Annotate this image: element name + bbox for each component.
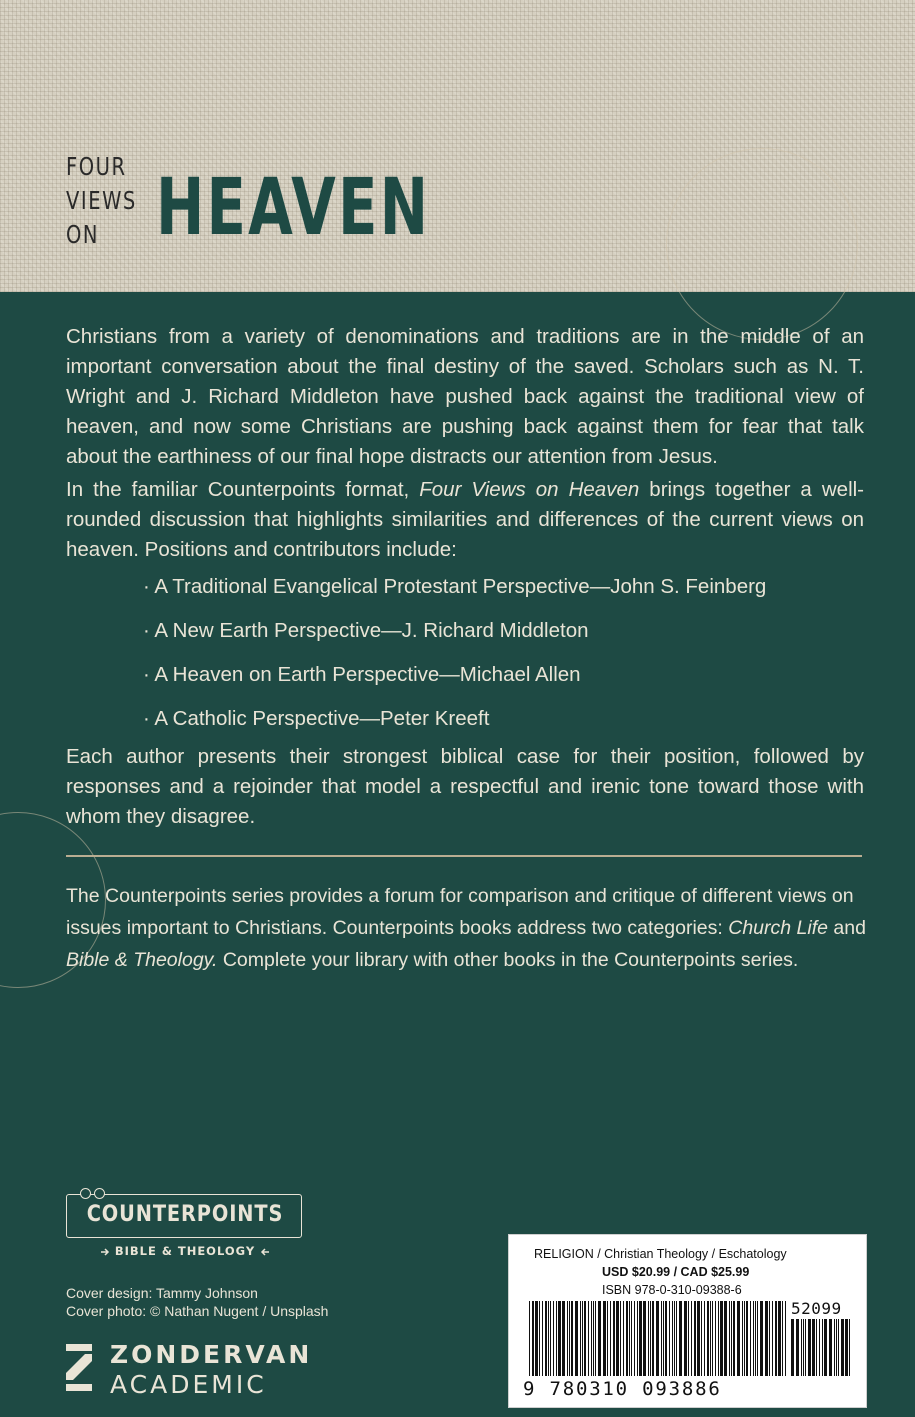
barcode-bar <box>535 1301 538 1376</box>
barcode-bar <box>775 1301 777 1376</box>
barcode-bar <box>729 1301 730 1376</box>
barcode-bar <box>613 1301 615 1376</box>
decorative-circle-top <box>666 148 858 340</box>
cover-photo-credit: Cover photo: © Nathan Nugent / Unsplash <box>66 1303 329 1319</box>
book-title-italic: Four Views on Heaven <box>419 478 640 501</box>
barcode-bar <box>631 1301 632 1376</box>
bisac-category: RELIGION / Christian Theology / Eschatology <box>534 1247 787 1261</box>
barcode-bar <box>567 1301 568 1376</box>
barcode-bar <box>656 1301 659 1376</box>
barcode-bar <box>750 1301 751 1376</box>
barcode-bar <box>720 1301 723 1376</box>
barcode-bar <box>769 1301 770 1376</box>
barcode-bar <box>760 1301 763 1376</box>
barcode-bar <box>556 1301 557 1376</box>
barcode-bar <box>648 1301 649 1376</box>
barcode-bar <box>819 1319 820 1376</box>
barcode-bar <box>838 1319 839 1376</box>
barcode-bar <box>562 1301 565 1376</box>
barcode-bar <box>834 1319 835 1376</box>
barcode-bar <box>623 1301 624 1376</box>
title-prefix-line-2: VIEWS <box>66 186 137 215</box>
zondervan-z-icon <box>66 1344 92 1396</box>
category-church-life: Church Life <box>728 917 828 939</box>
barcode-bar <box>753 1301 754 1376</box>
cover-credits <box>66 1284 328 1320</box>
arrow-left-icon <box>260 1247 270 1257</box>
barcode-bar <box>688 1301 689 1376</box>
barcode-bar <box>755 1301 756 1376</box>
barcode-bar <box>539 1301 540 1376</box>
logo-dot-icon <box>80 1188 91 1199</box>
barcode-bar <box>836 1319 837 1376</box>
barcode-bar <box>737 1301 740 1376</box>
barcode-bar <box>672 1301 673 1376</box>
barcode-bar <box>610 1301 611 1376</box>
price-supplement-number: 52099 <box>791 1299 842 1318</box>
barcode-bar <box>637 1301 638 1376</box>
section-divider <box>66 855 862 857</box>
barcode-bar <box>674 1301 675 1376</box>
barcode-bar <box>569 1301 570 1376</box>
barcode-bar <box>707 1301 709 1376</box>
barcode-bar <box>785 1301 786 1376</box>
barcode-bar <box>849 1319 850 1376</box>
description-paragraph-2 <box>66 475 864 565</box>
barcode-bar <box>733 1301 735 1376</box>
barcode-bar <box>679 1301 682 1376</box>
barcode-bar <box>812 1319 815 1376</box>
paragraph-2-prefix: In the familiar Counterpoints format, <box>66 478 420 501</box>
category-bible-theology: Bible & Theology. <box>66 949 218 971</box>
barcode-bar <box>652 1301 654 1376</box>
barcode-bar <box>803 1319 804 1376</box>
barcode-bar <box>704 1301 705 1376</box>
barcode-bar <box>580 1301 581 1376</box>
barcode-bar <box>545 1301 547 1376</box>
barcode-bar <box>724 1301 727 1376</box>
description-paragraph-3: Each author presents their strongest biblical case for their position, followed by responses and a rejoinder that model a respectful and irenic tone toward those with whom they disagree. <box>66 745 864 828</box>
position-item: · A New Earth Perspective—J. Richard Middleton <box>143 616 766 646</box>
barcode-bar <box>824 1319 827 1376</box>
barcode-bar <box>791 1319 794 1376</box>
barcode-bar <box>765 1301 768 1376</box>
barcode-bar <box>553 1301 554 1376</box>
barcode-bar <box>529 1301 530 1376</box>
barcode-bar <box>684 1301 687 1376</box>
barcode-bar <box>816 1319 817 1376</box>
series-text-part-1: The Counterpoints series provides a forum for comparison and critique of different views on issues important to Christians. Counterpoints books address two categories: <box>66 885 854 939</box>
barcode-bar <box>841 1319 844 1376</box>
publisher-line-2: ACADEMIC <box>110 1370 267 1399</box>
series-text-part-2: Complete your library with other books in the Counterpoints series. <box>217 949 799 971</box>
barcode-bar <box>558 1301 561 1376</box>
barcode-bar <box>731 1301 732 1376</box>
barcode-bar <box>829 1319 832 1376</box>
barcode-bar <box>643 1301 646 1376</box>
barcode-bar <box>805 1319 806 1376</box>
barcode-bar <box>665 1301 667 1376</box>
barcode-bar <box>691 1301 692 1376</box>
barcode-bar <box>575 1301 578 1376</box>
barcode-bar <box>701 1301 702 1376</box>
barcode-bar <box>607 1301 608 1376</box>
barcode-bar <box>582 1301 583 1376</box>
barcode-bar <box>744 1301 745 1376</box>
barcode-bar <box>742 1301 743 1376</box>
barcode-bar <box>697 1301 700 1376</box>
barcode-bar <box>650 1301 651 1376</box>
series-logo-name: COUNTERPOINTS <box>86 1202 284 1227</box>
series-logo-subtitle <box>66 1244 304 1258</box>
barcode-bar <box>542 1301 543 1376</box>
barcode-number: 9 780310 093886 <box>523 1378 722 1400</box>
barcode-bar <box>710 1301 711 1376</box>
cover-design-credit: Cover design: Tammy Johnson <box>66 1285 258 1301</box>
position-item: · A Traditional Evangelical Protestant Perspective—John S. Feinberg <box>143 572 766 602</box>
barcode-bar <box>548 1301 549 1376</box>
barcode-bar <box>669 1301 670 1376</box>
arrow-right-icon <box>100 1247 110 1257</box>
barcode-bar <box>782 1301 783 1376</box>
barcode-bar <box>676 1301 677 1376</box>
barcode-bar <box>571 1301 573 1376</box>
barcode-bar <box>778 1301 781 1376</box>
barcode-bar <box>598 1301 601 1376</box>
barcode-bar <box>639 1301 642 1376</box>
barcode-bar <box>715 1301 716 1376</box>
barcode-bar <box>591 1301 592 1376</box>
barcode-bar <box>634 1301 635 1376</box>
title-prefix-line-3: ON <box>66 220 100 249</box>
barcode-bar <box>661 1301 662 1376</box>
barcode-bar <box>808 1319 811 1376</box>
barcode-bar <box>663 1301 664 1376</box>
title-prefix-line-1: FOUR <box>66 152 127 181</box>
logo-dot-icon <box>94 1188 105 1199</box>
barcode-bar <box>694 1301 696 1376</box>
barcode-bar <box>629 1301 630 1376</box>
position-item: · A Heaven on Earth Perspective—Michael Allen <box>143 660 766 690</box>
barcode-bar <box>796 1319 799 1376</box>
price: USD $20.99 / CAD $25.99 <box>602 1265 750 1279</box>
title-prefix <box>66 150 137 252</box>
barcode-bar <box>620 1301 621 1376</box>
isbn: ISBN 978-0-310-09388-6 <box>602 1283 742 1297</box>
publisher-line-1: ZONDERVAN <box>110 1340 313 1369</box>
publisher-name <box>110 1340 312 1400</box>
barcode-bar <box>757 1301 758 1376</box>
barcode-bar <box>718 1301 719 1376</box>
book-title: HEAVEN <box>156 163 431 253</box>
barcode-bar <box>822 1319 823 1376</box>
barcode-bar <box>595 1301 596 1376</box>
barcode-label <box>508 1234 867 1408</box>
barcode-bar <box>801 1319 802 1376</box>
barcode-bar <box>712 1301 713 1376</box>
barcode-bar <box>603 1301 606 1376</box>
barcode-bar <box>593 1301 594 1376</box>
isbn-barcode <box>529 1301 789 1376</box>
barcode-bar <box>616 1301 619 1376</box>
position-item: · A Catholic Perspective—Peter Kreeft <box>143 704 766 734</box>
barcode-bar <box>550 1301 551 1376</box>
barcode-bar <box>845 1319 848 1376</box>
series-logo-subtitle-text: BIBLE & THEOLOGY <box>114 1244 256 1258</box>
counterpoints-logo <box>66 1188 304 1260</box>
paragraph-2-suffix: brings together a well-rounded discussion that highlights similarities and differences of the current views on heaven. Positions and contributors include: <box>66 478 865 561</box>
barcode-bar <box>772 1301 773 1376</box>
barcode-bar <box>746 1301 748 1376</box>
positions-list <box>143 572 766 748</box>
description-paragraph-1: Christians from a variety of denominations and traditions are in the middle of an important conversation about the final destiny of the saved. Scholars such as N. T. Wright and J. Richard Middleton have pushed back against the traditional view of heaven, and now some Christians are pushing back against them for fear that talk about the earthiness of our final hope distracts our attention from Jesus. <box>66 325 864 468</box>
series-description <box>66 880 866 976</box>
barcode-bar <box>532 1301 534 1376</box>
series-and: and <box>827 917 866 939</box>
barcode-bar <box>584 1301 586 1376</box>
price-supplement-barcode <box>791 1319 853 1376</box>
barcode-bar <box>626 1301 628 1376</box>
barcode-bar <box>588 1301 589 1376</box>
